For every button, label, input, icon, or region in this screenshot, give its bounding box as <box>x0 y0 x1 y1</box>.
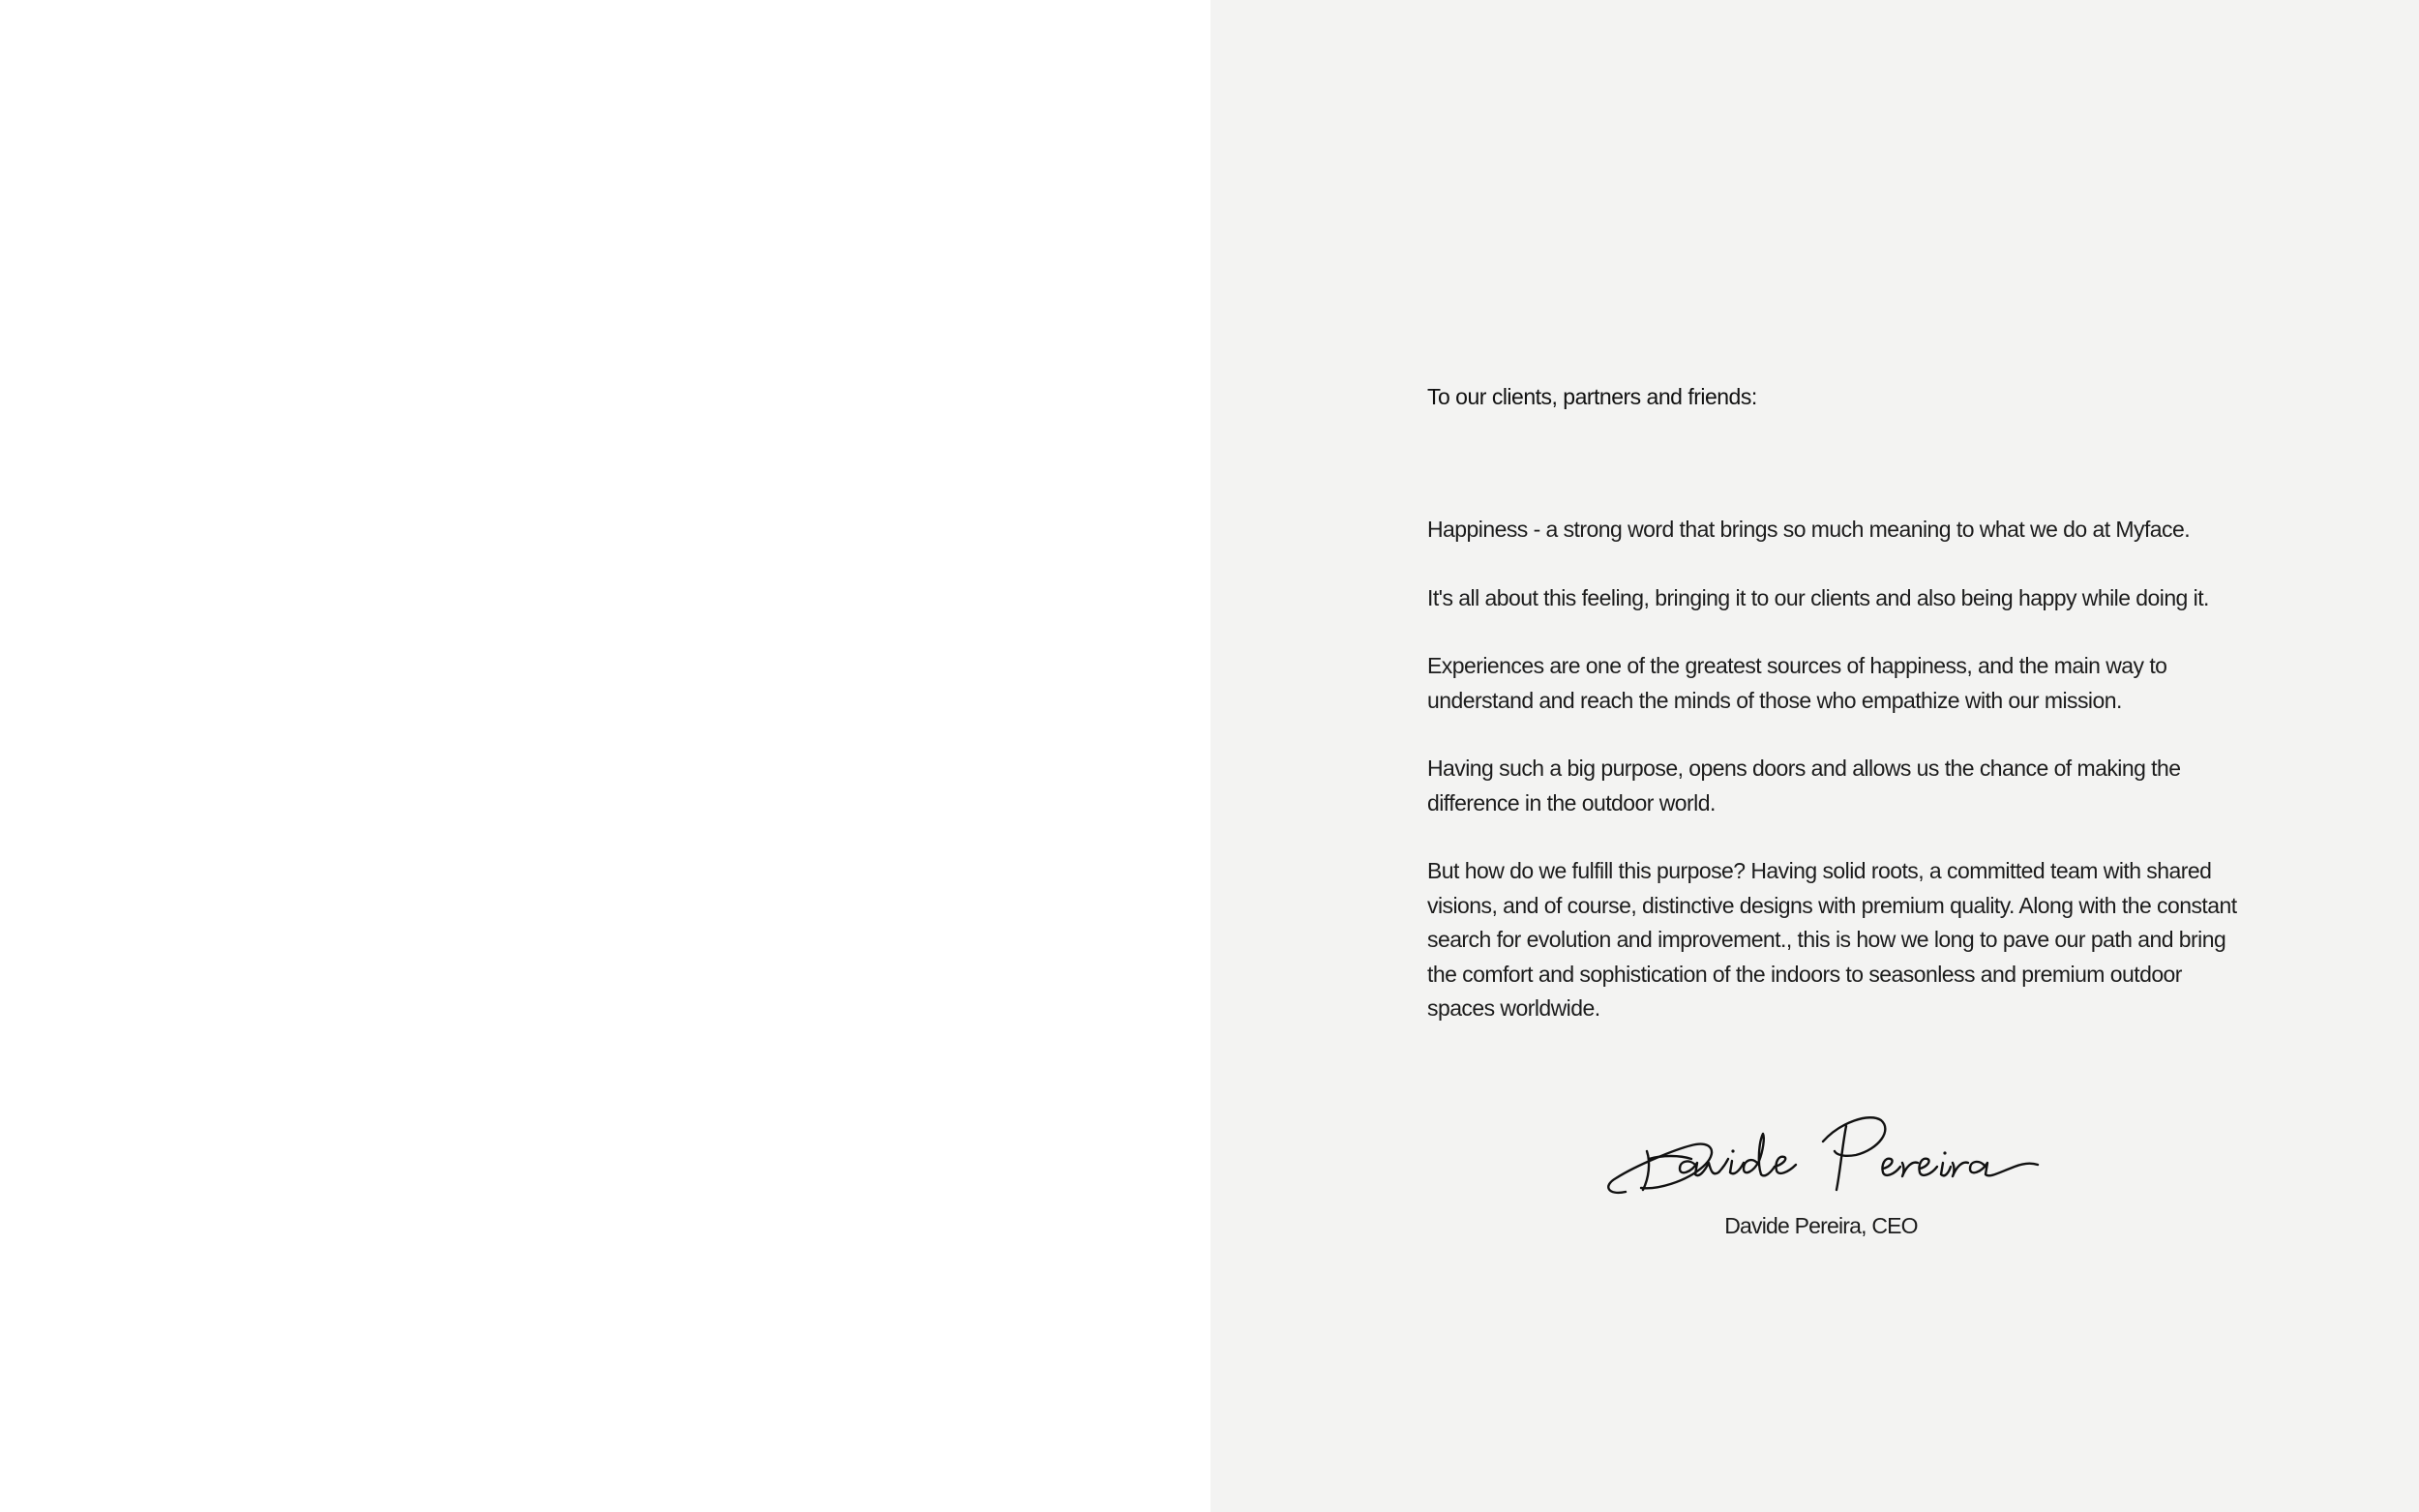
paragraph: Experiences are one of the greatest sources of happiness, and the main way to understand and reach the minds of those who empathize with our mission. <box>1427 653 2167 713</box>
letter-body <box>1427 513 2240 1026</box>
salutation: To our clients, partners and friends: <box>1427 384 1757 409</box>
paragraph: It's all about this feeling, bringing it to our clients and also being happy while doing it. <box>1427 584 2209 610</box>
signer-name-title: Davide Pereira, CEO <box>1724 1213 1918 1238</box>
paragraph: Happiness - a strong word that brings so much meaning to what we do at Myface. <box>1427 517 2191 542</box>
signature-block <box>1427 1095 2215 1240</box>
letter <box>1427 379 2240 1238</box>
paragraph: Having such a big purpose, opens doors and allows us the chance of making the difference in the outdoor world. <box>1427 756 2181 815</box>
paragraph: But how do we fulfill this purpose? Having solid roots, a committed team with shared visions, and of course, distinctive designs with premium quality. Along with the constant search for evolution and improvement., this is how we long to pave our path and bring the comfort and sophistication of the indoors to seasonless and premium outdoor spaces worldwide. <box>1427 858 2237 1021</box>
handwritten-signature <box>1598 1095 2044 1211</box>
right-page <box>1210 0 2419 1512</box>
